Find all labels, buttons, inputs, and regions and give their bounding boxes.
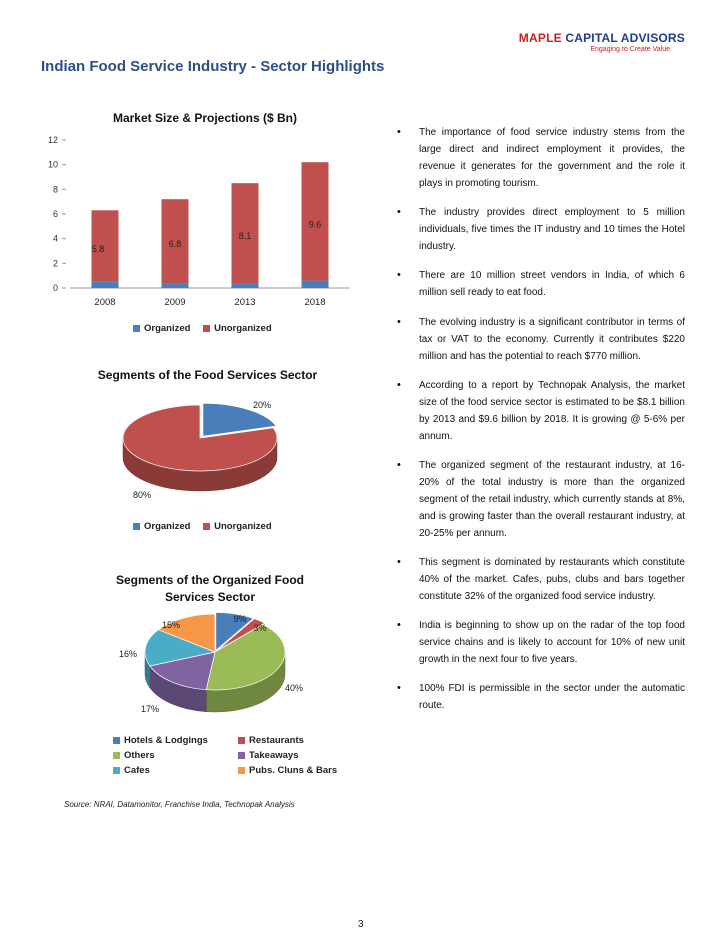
- legend-swatch-unorganized: [203, 523, 210, 530]
- y-tick-label: 10: [47, 159, 58, 170]
- legend-swatch-unorganized: [203, 325, 210, 332]
- pie-chart-1-title: Segments of the Food Services Sector: [97, 368, 318, 382]
- bullet-point: • The evolving industry is a significant contributor in terms of tax or VAT to the economy. Currently it contributes $220 million and has the potential to reach $770 million.: [397, 314, 685, 365]
- legend-swatch-cafes: [113, 767, 120, 774]
- bullet-point: • India is beginning to show up on the radar of the top food service chains and is likely to account for 10% of new unit growth in the next four to five years.: [397, 617, 685, 668]
- pie-value-label: 20%: [252, 400, 272, 410]
- brand-name-capital-advisors: CAPITAL ADVISORS: [565, 31, 685, 45]
- legend-swatch-others: [113, 752, 120, 759]
- bar-organized-2018: [302, 281, 329, 288]
- organized-segments-pie-chart: [40, 608, 360, 720]
- y-tick-label: 8: [52, 184, 58, 195]
- legend-label-hotels: Hotels & Lodgings: [124, 735, 208, 746]
- bar-organized-2009: [162, 283, 189, 288]
- y-tick-label: 2: [52, 258, 58, 269]
- legend-swatch-organized: [133, 325, 140, 332]
- bar-organized-2013: [232, 283, 259, 288]
- legend-label-unorganized: Unorganized: [214, 323, 272, 334]
- highlights-bullet-list: [397, 124, 685, 726]
- x-tick-label: 2009: [164, 297, 186, 308]
- pie-chart-2-legend: [113, 733, 337, 778]
- bar-chart-title: Market Size & Projections ($ Bn): [112, 111, 298, 125]
- x-tick-label: 2018: [304, 297, 326, 308]
- legend-label-cafes: Cafes: [124, 765, 150, 776]
- pie-value-label: 15%: [161, 620, 181, 630]
- y-tick-label: 0: [52, 283, 58, 293]
- legend-swatch-restaurants: [238, 737, 245, 744]
- legend-entry-restaurants: [238, 735, 304, 746]
- bullet-point: • The importance of food service industry stems from the large direct and indirect employment it provides, the revenue it generates for the government and the role it plays in promoting tourism.: [397, 124, 685, 192]
- pie-value-label: 80%: [132, 490, 152, 500]
- pie-value-label: 17%: [140, 704, 160, 714]
- brand-logo: [519, 31, 685, 45]
- legend-entry-hotels: [113, 733, 238, 748]
- legend-label-organized: Organized: [144, 323, 191, 334]
- bar-data-label: 5.8: [91, 244, 105, 255]
- pie-chart-2-title-line2: Services Sector: [164, 590, 256, 604]
- bar-organized-2008: [92, 282, 119, 288]
- bullet-point: • There are 10 million street vendors in India, of which 6 million sell ready to eat food.: [397, 267, 685, 301]
- pie-value-label: 16%: [118, 649, 138, 659]
- legend-swatch-organized: [133, 523, 140, 530]
- page-title: Indian Food Service Industry - Sector Highlights: [41, 58, 385, 75]
- source-note: Source: NRAI, Datamonitor, Franchise India, Technopak Analysis: [64, 800, 295, 809]
- pie-value-label: 9%: [233, 614, 247, 624]
- brand-tagline: Engaging to Create Value: [590, 46, 670, 53]
- legend-label-organized: Organized: [144, 521, 191, 532]
- legend-label-restaurants: Restaurants: [249, 735, 304, 746]
- x-tick-label: 2013: [234, 297, 256, 308]
- bar-data-label: 8.1: [238, 231, 252, 242]
- pie-chart-1-legend: [133, 521, 272, 532]
- pie-chart-2-title-line1: Segments of the Organized Food: [115, 573, 304, 587]
- bar-chart-legend: [133, 323, 272, 334]
- legend-swatch-takeaways: [238, 752, 245, 759]
- x-tick-label: 2008: [94, 297, 116, 308]
- pie-value-label: 40%: [284, 683, 304, 693]
- legend-entry-takeaways: [238, 750, 298, 761]
- legend-swatch-hotels: [113, 737, 120, 744]
- bullet-point: • 100% FDI is permissible in the sector under the automatic route.: [397, 680, 685, 714]
- page-number: 3: [358, 919, 364, 930]
- legend-label-takeaways: Takeaways: [249, 750, 299, 761]
- legend-label-others: Others: [124, 750, 155, 761]
- legend-entry-others: [113, 748, 238, 763]
- y-tick-label: 4: [52, 233, 58, 244]
- bullet-point: • This segment is dominated by restaurants which constitute 40% of the market. Cafes, pubs, clubs and bars together constitute 32% of the organized food service industry.: [397, 554, 685, 605]
- brand-name-maple: MAPLE: [518, 31, 562, 45]
- sector-segments-pie-chart: [40, 395, 360, 510]
- y-tick-label: 12: [47, 135, 58, 145]
- pie-value-label: 3%: [253, 623, 267, 633]
- pie-chart-2-title: [80, 572, 340, 606]
- legend-entry-cafes: [113, 763, 238, 778]
- market-size-bar-chart: [40, 128, 360, 340]
- bullet-point: • The organized segment of the restaurant industry, at 16-20% of the total industry is more than the organized segment of the retail industry, which currently stands at 8%, and is growing faster than the overall restaurant industry, at 20-25% per annum.: [397, 457, 685, 542]
- legend-label-pubs: Pubs. Cluns & Bars: [249, 765, 338, 776]
- bar-data-label: 6.8: [168, 239, 182, 250]
- bar-data-label: 9.6: [308, 219, 322, 230]
- legend-swatch-pubs: [238, 767, 245, 774]
- legend-label-unorganized: Unorganized: [214, 521, 272, 532]
- legend-entry-pubs: [238, 765, 337, 776]
- bullet-point: • According to a report by Technopak Analysis, the market size of the food service sector is estimated to be $8.1 billion by 2013 and $9.6 billion by 2018. It is growing @ 5-6% per annum.: [397, 377, 685, 445]
- y-tick-label: 6: [52, 209, 58, 219]
- bullet-point: • The industry provides direct employment to 5 million individuals, five times the IT industry and 10 times the Hotel industry.: [397, 204, 685, 255]
